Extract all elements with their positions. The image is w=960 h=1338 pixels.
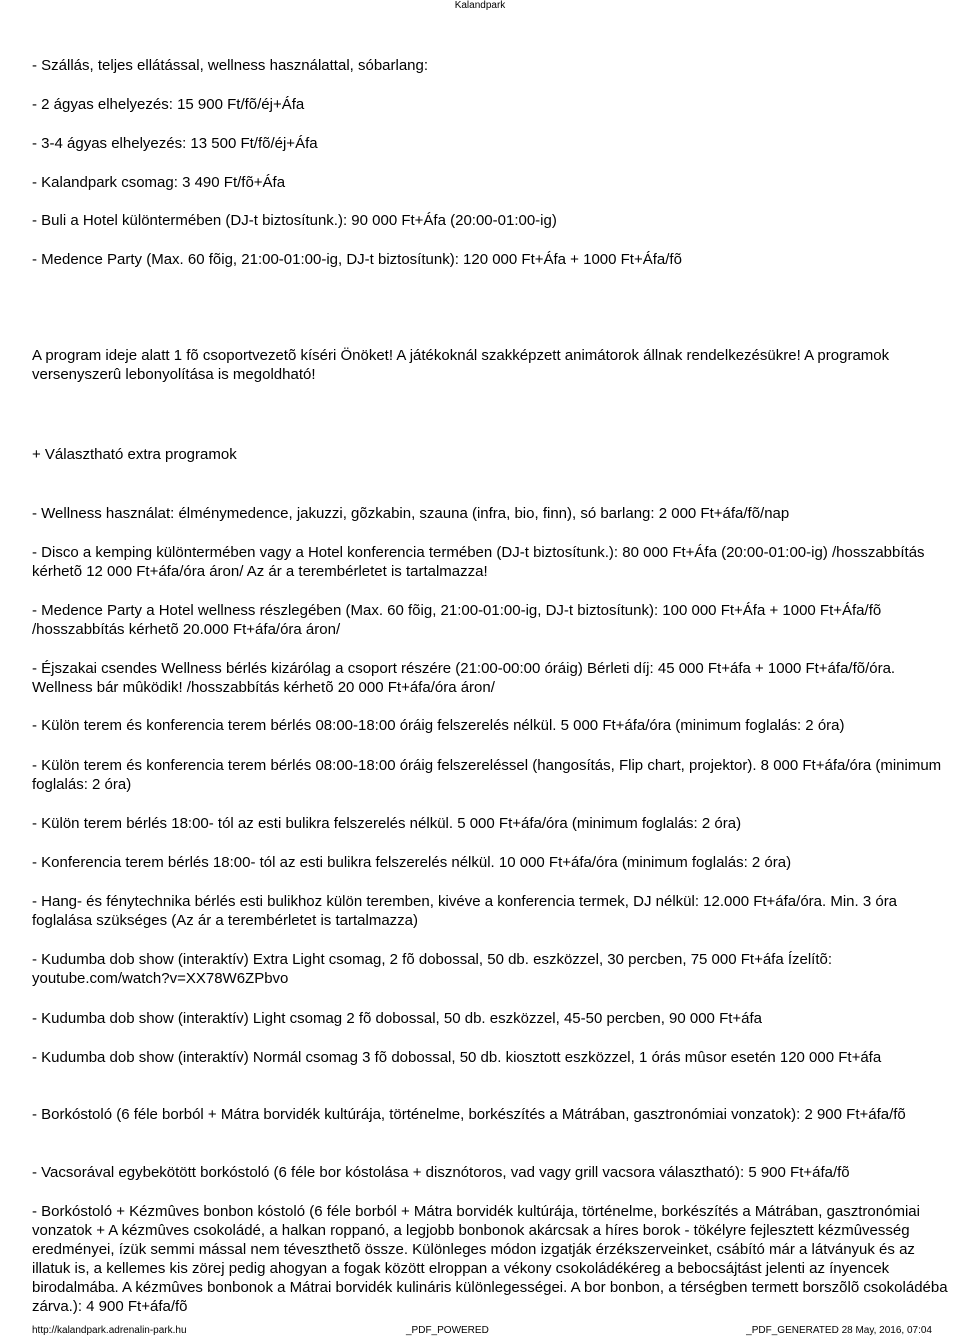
price-line: - 3-4 ágyas elhelyezés: 13 500 Ft/fõ/éj+Áfa [32, 135, 318, 152]
price-line: - Medence Party (Max. 60 fõig, 21:00-01:00-ig, DJ-t biztosítunk): 120 000 Ft+Áfa + 1000 Ft+Áfa/fõ [32, 251, 682, 268]
price-line: - Szállás, teljes ellátással, wellness használattal, sóbarlang: [32, 57, 429, 74]
extra-item: - Kudumba dob show (interaktív) Normál csomag 3 fõ dobossal, 50 db. kiosztott eszközzel, 1 órás mûsor esetén 120 000 Ft+áfa [32, 1049, 882, 1066]
extra-item: - Éjszakai csendes Wellness bérlés kizárólag a csoport részére (21:00-00:00 óráig) Bérleti díj: 45 000 Ft+áfa + 1000 Ft+áfa/fõ/óra. Wellness bár mûködik! /hosszabbítás kérhetõ 20 000 Ft+áfa/óra áron/ [32, 660, 896, 696]
extra-item: - Hang- és fénytechnika bérlés esti bulikhoz külön teremben, kivéve a konferencia termek, DJ nélkül: 12.000 Ft+áfa/óra. Min. 3 óra foglalása szükséges (Az ár a terembérletet is tartalmazza) [32, 893, 898, 929]
footer-generated: _PDF_GENERATED 28 May, 2016, 07:04 [746, 1325, 932, 1336]
program-note: A program ideje alatt 1 fõ csoportvezetõ kíséri Önöket! A játékoknál szakképzett animátorok állnak rendelkezésükre! A programok versenyszerû lebonyolítása is megoldható! [32, 347, 890, 383]
extra-item: - Külön terem és konferencia terem bérlés 08:00-18:00 óráig felszerelés nélkül. 5 000 Ft+áfa/óra (minimum foglalás: 2 óra) [32, 717, 845, 734]
extra-item: - Konferencia terem bérlés 18:00- tól az esti bulikra felszerelés nélkül. 10 000 Ft+áfa/óra (minimum foglalás: 2 óra) [32, 854, 792, 871]
extra-item: - Kudumba dob show (interaktív) Extra Light csomag, 2 fõ dobossal, 50 db. eszközzel, 30 percben, 75 000 Ft+áfa Ízelítõ: youtube.com/watch?v=XX78W6ZPbvo [32, 951, 833, 987]
extra-item: - Disco a kemping különtermében vagy a Hotel konferencia termében (DJ-t biztosítunk.): 80 000 Ft+Áfa (20:00-01:00-ig) /hosszabbítás kérhetõ 12 000 Ft+áfa/óra áron/ Az ár a terembérletet is tartalmazza! [32, 544, 925, 580]
footer-url[interactable]: http://kalandpark.adrenalin-park.hu [32, 1325, 187, 1336]
price-line: - Buli a Hotel különtermében (DJ-t biztosítunk.): 90 000 Ft+Áfa (20:00-01:00-ig) [32, 212, 557, 229]
extra-item: - Wellness használat: élménymedence, jakuzzi, gõzkabin, szauna (infra, bio, finn), só barlang: 2 000 Ft+áfa/fõ/nap [32, 505, 790, 522]
price-line: - 2 ágyas elhelyezés: 15 900 Ft/fõ/éj+Áfa [32, 96, 305, 113]
extra-item: - Külön terem és konferencia terem bérlés 08:00-18:00 óráig felszereléssel (hangosítás, Flip chart, projektor). 8 000 Ft+áfa/óra (minimum foglalás: 2 óra) [32, 757, 942, 793]
price-line: - Kalandpark csomag: 3 490 Ft/fõ+Áfa [32, 174, 286, 191]
extra-item: - Borkóstoló (6 féle borból + Mátra borvidék kultúrája, történelme, borkészítés a Mátrában, gasztronómiai vonzatok): 2 900 Ft+áfa/fõ [32, 1106, 906, 1123]
extra-item: - Borkóstoló + Kézmûves bonbon kóstoló (6 féle borból + Mátra borvidék kultúrája, történelme, borkészítés a Mátrában, gasztronómiai vonzatok + A kézmûves csokoládé, a halkan roppanó, a legjobb bonbonok akárcsak a híres borok - tökélyre fejlesztett kézmûvesség eredményei, ízük semmi mással nem téveszthetõ össze. Különleges módon izgatják érzékszerveinket, csábító már a látványuk és az illatuk is, a kellemes kis zörej pedig ahogyan a fogak között elroppan a vékony csokoládékéreg a bebocsájtást jelenti az ínyencek birodalmába. A kézmûves bonbonok a Mátrai borvidék kulináris különlegességei. A bor bonbon, a térségben termett borszõlõ csokoládéba zárva.): 4 900 Ft+áfa/fõ [32, 1203, 948, 1315]
extra-item: - Vacsorával egybekötött borkóstoló (6 féle bor kóstolása + disznótoros, vad vagy grill vacsora választható): 5 900 Ft+áfa/fõ [32, 1164, 850, 1181]
page-header-title: Kalandpark [454, 0, 506, 11]
extra-item: - Külön terem bérlés 18:00- tól az esti bulikra felszerelés nélkül. 5 000 Ft+áfa/óra (minimum foglalás: 2 óra) [32, 815, 742, 832]
extras-title: + Választható extra programok [32, 446, 237, 463]
extra-item: - Medence Party a Hotel wellness részlegében (Max. 60 fõig, 21:00-01:00-ig, DJ-t biztosítunk): 100 000 Ft+Áfa + 1000 Ft+Áfa/fõ /hosszabbítás kérhetõ 20.000 Ft+áfa/óra áron/ [32, 602, 882, 638]
footer-powered: _PDF_POWERED [406, 1325, 489, 1336]
extra-item: - Kudumba dob show (interaktív) Light csomag 2 fõ dobossal, 50 db. eszközzel, 45-50 percben, 90 000 Ft+áfa [32, 1010, 763, 1027]
